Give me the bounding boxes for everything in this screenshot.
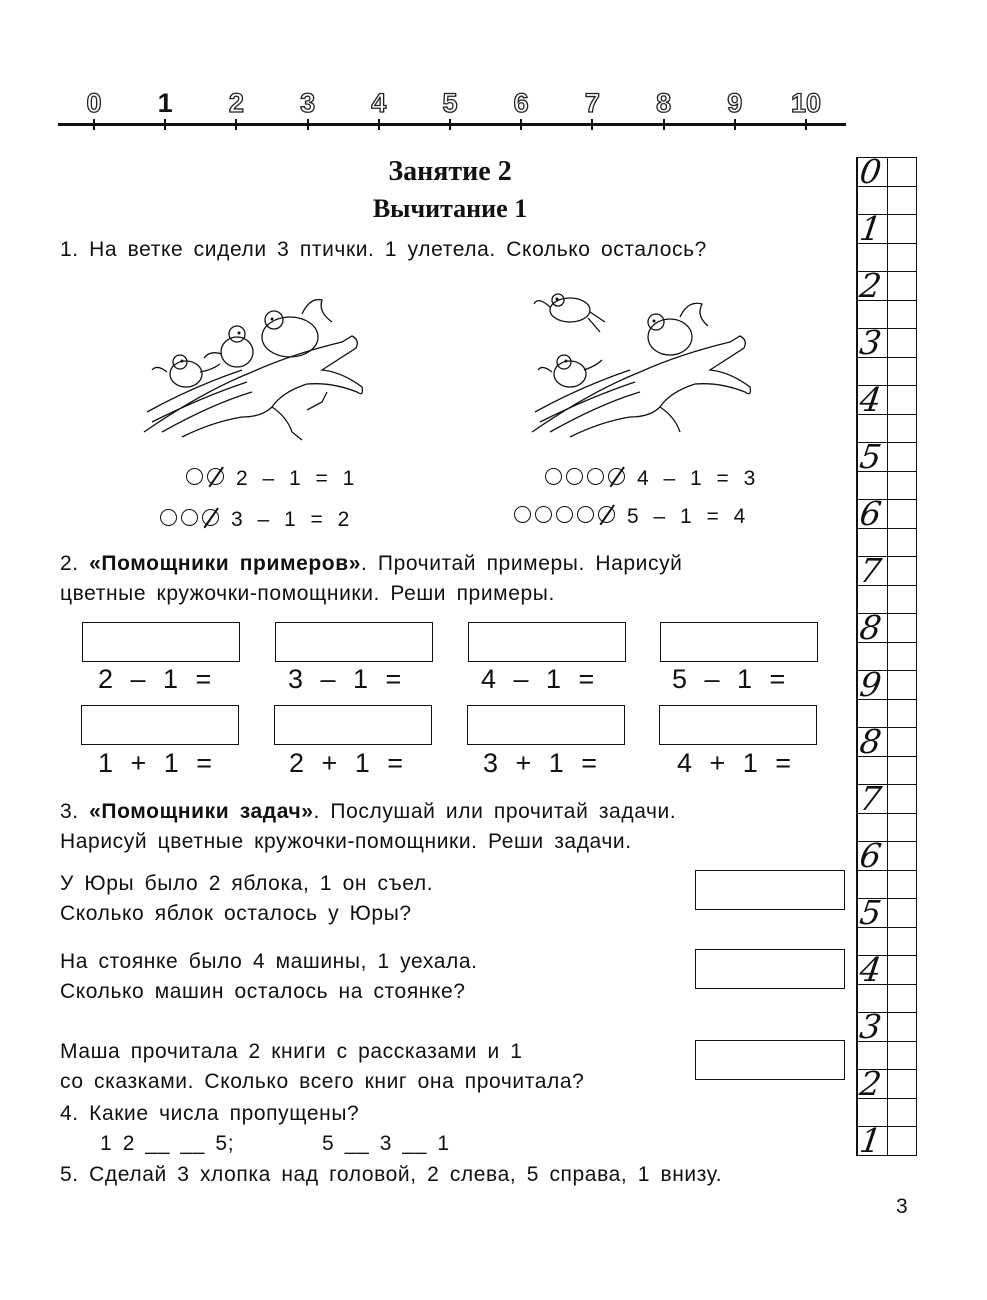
- sample-digit: 1: [857, 209, 884, 248]
- answer-box[interactable]: [275, 622, 433, 662]
- sample-digit: 6: [857, 836, 884, 875]
- number-line-label: 6: [513, 88, 529, 118]
- problem-answer-box[interactable]: [695, 1040, 845, 1080]
- sample-digit: 3: [857, 323, 884, 362]
- task2-heading: 2. «Помощники примеров». Прочитай примеры. Нарисуй: [60, 552, 683, 575]
- example: 2 + 1 =: [289, 748, 404, 778]
- sample-digit: 7: [857, 779, 884, 818]
- sample-digit: 9: [857, 665, 884, 704]
- task2-bold-title: «Помощники примеров»: [89, 552, 362, 575]
- number-line-label: 7: [584, 88, 600, 118]
- grid-cell[interactable]: [857, 380, 916, 419]
- problem-text: На стоянке было 4 машины, 1 уехала.: [60, 950, 478, 973]
- number-line-label: 4: [371, 88, 387, 118]
- sample-digit: 5: [857, 893, 884, 932]
- circle-icon: [545, 468, 562, 485]
- equation-row: [514, 505, 746, 529]
- task3-bold-title: «Помощники задач»: [89, 800, 314, 823]
- number-line-label: 3: [300, 88, 316, 118]
- answer-box[interactable]: [82, 622, 240, 662]
- number-line-tick: [520, 119, 522, 130]
- sample-digit: 2: [857, 1064, 884, 1103]
- number-line-label: 0: [86, 88, 102, 118]
- number-line-label: 2: [228, 88, 244, 118]
- sample-digit: 1: [857, 1121, 884, 1160]
- topic-title: Вычитание 1: [372, 194, 528, 223]
- sample-digit: 7: [857, 551, 884, 590]
- number-line-tick: [591, 119, 593, 130]
- sample-digit: 5: [857, 437, 884, 476]
- grid-cell[interactable]: [857, 494, 916, 533]
- example: 3 + 1 =: [483, 748, 598, 778]
- answer-box[interactable]: [468, 622, 626, 662]
- grid-cell[interactable]: [857, 665, 916, 704]
- problem-answer-box[interactable]: [695, 949, 845, 989]
- task3-line2: Нарисуй цветные кружочки-помощники. Реши задачи.: [60, 830, 632, 853]
- grid-cell[interactable]: [857, 893, 916, 932]
- problem-text: Маша прочитала 2 книги с рассказами и 1: [60, 1040, 523, 1063]
- task5-text: 5. Сделай 3 хлопка над головой, 2 слева, 5 справа, 1 внизу.: [60, 1163, 723, 1186]
- sample-digit: 4: [857, 950, 884, 989]
- problem-answer-box[interactable]: [695, 870, 845, 910]
- missing-sequence-1: 1 2 __ __ 5;: [100, 1132, 235, 1155]
- sample-digit: 2: [857, 266, 884, 305]
- number-line-label: 8: [656, 88, 672, 118]
- number-line-tick: [164, 119, 166, 130]
- grid-cell[interactable]: [857, 1007, 916, 1046]
- circle-icon: [514, 506, 531, 523]
- equation-row: [186, 467, 355, 491]
- grid-cell[interactable]: [857, 209, 916, 248]
- circle-icon: [186, 468, 203, 485]
- crossed-circle-icon: [207, 468, 224, 485]
- helper-circles: [186, 467, 228, 491]
- answer-box[interactable]: [467, 705, 625, 745]
- crossed-circle-icon: [202, 509, 219, 526]
- answer-box[interactable]: [81, 705, 239, 745]
- helper-circles: [514, 505, 619, 529]
- grid-cell[interactable]: [857, 608, 916, 647]
- digit-copy-grid: [856, 152, 917, 1160]
- grid-cell[interactable]: [857, 437, 916, 476]
- number-line-label: 5: [442, 88, 458, 118]
- grid-cell[interactable]: [857, 836, 916, 875]
- grid-cell[interactable]: [857, 551, 916, 590]
- equation: 4 – 1 = 3: [637, 467, 756, 490]
- number-line-tick: [307, 119, 309, 130]
- equation: 5 – 1 = 4: [627, 505, 746, 528]
- helper-circles: [160, 508, 223, 532]
- circle-icon: [587, 468, 604, 485]
- helper-circles: [545, 467, 629, 491]
- example: 5 – 1 =: [672, 664, 786, 694]
- crossed-circle-icon: [598, 506, 615, 523]
- sample-digit: 8: [857, 722, 884, 761]
- grid-cell[interactable]: [857, 1121, 916, 1160]
- number-line-tick: [235, 119, 237, 130]
- circle-icon: [181, 509, 198, 526]
- example: 1 + 1 =: [98, 748, 213, 778]
- number-line-label: 1: [157, 88, 173, 118]
- number-line-label: 9: [727, 88, 743, 118]
- number-line-tick: [449, 119, 451, 130]
- answer-box[interactable]: [659, 705, 817, 745]
- number-line: [58, 123, 846, 126]
- problem-question: со сказками. Сколько всего книг она прочитала?: [60, 1070, 585, 1093]
- number-line-tick: [805, 119, 807, 130]
- grid-cell[interactable]: [857, 323, 916, 362]
- sample-digit: 6: [857, 494, 884, 533]
- number-line-tick: [734, 119, 736, 130]
- answer-box[interactable]: [660, 622, 818, 662]
- example: 3 – 1 =: [288, 664, 402, 694]
- grid-cell[interactable]: [857, 722, 916, 761]
- sample-digit: 4: [857, 380, 884, 419]
- circle-icon: [535, 506, 552, 523]
- answer-box[interactable]: [274, 705, 432, 745]
- grid-cell[interactable]: [857, 266, 916, 305]
- bird-flying-away-illustration: [530, 292, 760, 442]
- birds-on-branch-illustration: [142, 292, 372, 442]
- circle-icon: [556, 506, 573, 523]
- circle-icon: [160, 509, 177, 526]
- example: 4 + 1 =: [677, 748, 792, 778]
- task3-heading: 3. «Помощники задач». Послушай или прочитай задачи.: [60, 800, 677, 823]
- lesson-title: Занятие 2: [388, 156, 512, 187]
- problem-question: Сколько машин осталось на стоянке?: [60, 980, 466, 1003]
- equation: 3 – 1 = 2: [231, 508, 350, 531]
- grid-cell[interactable]: [857, 779, 916, 818]
- equation-row: [160, 508, 350, 532]
- task4-text: 4. Какие числа пропущены?: [60, 1102, 360, 1125]
- grid-cell[interactable]: [857, 152, 916, 191]
- grid-cell[interactable]: [857, 1064, 916, 1103]
- sample-digit: 0: [857, 152, 884, 191]
- circle-icon: [566, 468, 583, 485]
- sample-digit: 8: [857, 608, 884, 647]
- number-line-tick: [93, 119, 95, 130]
- example: 2 – 1 =: [98, 664, 212, 694]
- sample-digit: 3: [857, 1007, 884, 1046]
- number-line-tick: [663, 119, 665, 130]
- example: 4 – 1 =: [481, 664, 595, 694]
- page-number: 3: [896, 1195, 908, 1218]
- number-line-label: 10: [790, 88, 822, 118]
- circle-icon: [577, 506, 594, 523]
- task1-text: 1. На ветке сидели 3 птички. 1 улетела. Сколько осталось?: [60, 238, 707, 261]
- equation-row: [545, 467, 756, 491]
- task2-line2: цветные кружочки-помощники. Реши примеры.: [60, 582, 555, 605]
- crossed-circle-icon: [608, 468, 625, 485]
- number-line-tick: [378, 119, 380, 130]
- grid-cell[interactable]: [857, 950, 916, 989]
- equation: 2 – 1 = 1: [236, 467, 355, 490]
- problem-question: Сколько яблок осталось у Юры?: [60, 902, 412, 925]
- missing-sequence-2: 5 __ 3 __ 1: [322, 1132, 450, 1155]
- problem-text: У Юры было 2 яблока, 1 он съел.: [60, 872, 434, 895]
